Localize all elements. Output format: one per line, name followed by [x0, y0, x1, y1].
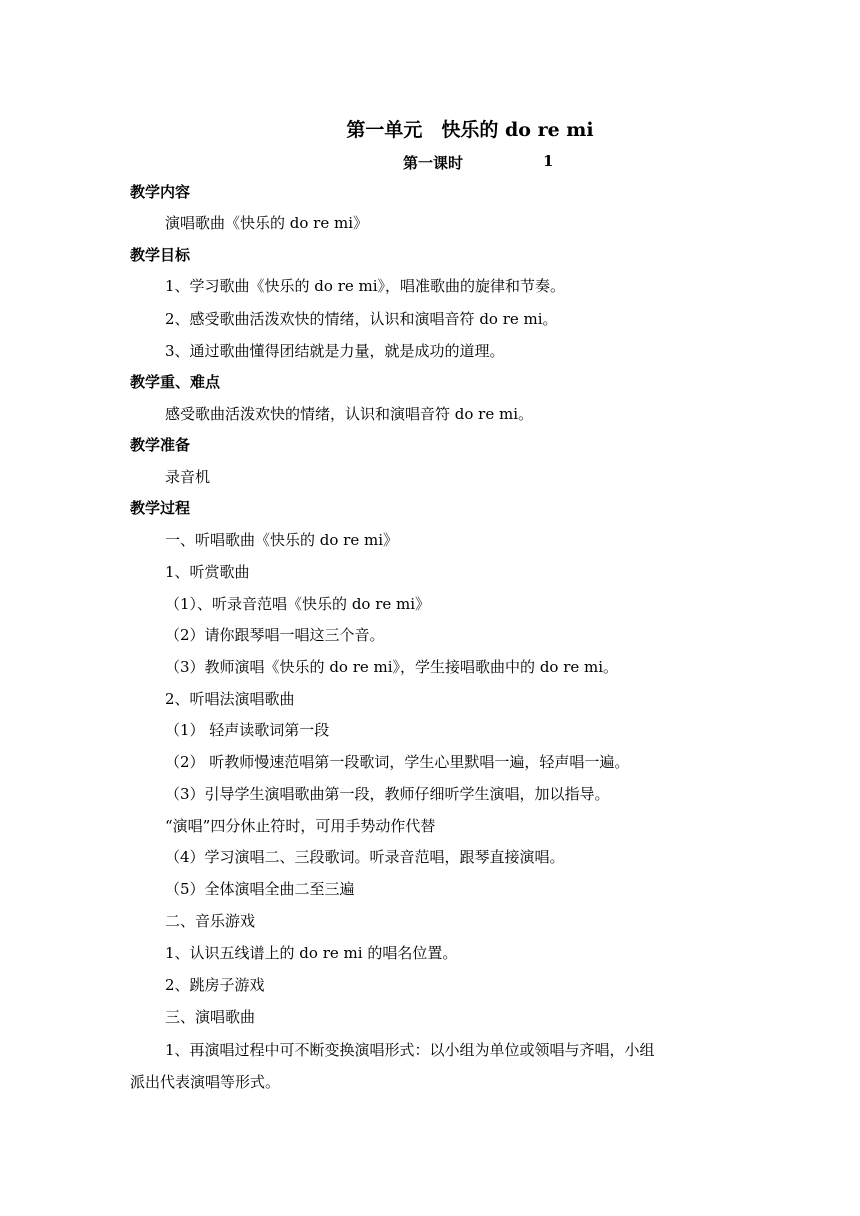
process-step: 1、听赏歌曲: [165, 563, 250, 581]
process-note: “演唱”四分休止符时，可用手势动作代替: [165, 817, 436, 835]
key-points-text: 感受歌曲活泼欢快的情绪，认识和演唱音符 do re mi。: [165, 405, 534, 423]
goal-item: 1、学习歌曲《快乐的 do re mi》，唱准歌曲的旋律和节奏。: [165, 277, 566, 295]
content-heading: 教学内容: [130, 183, 191, 201]
process-substep: （1） 轻声读歌词第一段: [165, 721, 330, 739]
preparation-text: 录音机: [165, 468, 211, 486]
process-substep: （3）教师演唱《快乐的 do re mi》，学生接唱歌曲中的 do re mi。: [165, 658, 619, 676]
goals-heading: 教学目标: [130, 246, 191, 264]
process-step-continuation: 派出代表演唱等形式。: [130, 1073, 281, 1091]
page-title: 第一单元 快乐的 do re mi: [346, 119, 594, 141]
process-step: 2、跳房子游戏: [165, 976, 265, 994]
process-substep: （3）引导学生演唱歌曲第一段，教师仔细听学生演唱，加以指导。: [165, 785, 610, 803]
lesson-number: 1: [543, 152, 554, 170]
process-substep: （2）请你跟琴唱一唱这三个音。: [165, 626, 385, 644]
process-step: 一、听唱歌曲《快乐的 do re mi》: [165, 531, 399, 549]
process-step: 二、音乐游戏: [165, 912, 256, 930]
process-substep: （1）、听录音范唱《快乐的 do re mi》: [165, 595, 431, 613]
process-step: 1、认识五线谱上的 do re mi 的唱名位置。: [165, 944, 458, 962]
lesson-subtitle: [403, 152, 554, 173]
process-step: 2、听唱法演唱歌曲: [165, 690, 295, 708]
process-step: 1、再演唱过程中可不断变换演唱形式：以小组为单位或领唱与齐唱，小组: [165, 1041, 655, 1059]
process-heading: 教学过程: [130, 499, 191, 517]
goal-item: 2、感受歌曲活泼欢快的情绪，认识和演唱音符 do re mi。: [165, 310, 558, 328]
content-text: 演唱歌曲《快乐的 do re mi》: [165, 214, 369, 232]
process-substep: （5）全体演唱全曲二至三遍: [165, 880, 355, 898]
goal-item: 3、通过歌曲懂得团结就是力量，就是成功的道理。: [165, 342, 505, 360]
process-step: 三、演唱歌曲: [165, 1008, 256, 1026]
key-points-heading: 教学重、难点: [130, 373, 221, 391]
process-substep: （4）学习演唱二、三段歌词。听录音范唱，跟琴直接演唱。: [165, 848, 565, 866]
lesson-label: 第一课时: [403, 154, 464, 172]
process-substep: （2） 听教师慢速范唱第一段歌词，学生心里默唱一遍，轻声唱一遍。: [165, 753, 630, 771]
preparation-heading: 教学准备: [130, 436, 191, 454]
